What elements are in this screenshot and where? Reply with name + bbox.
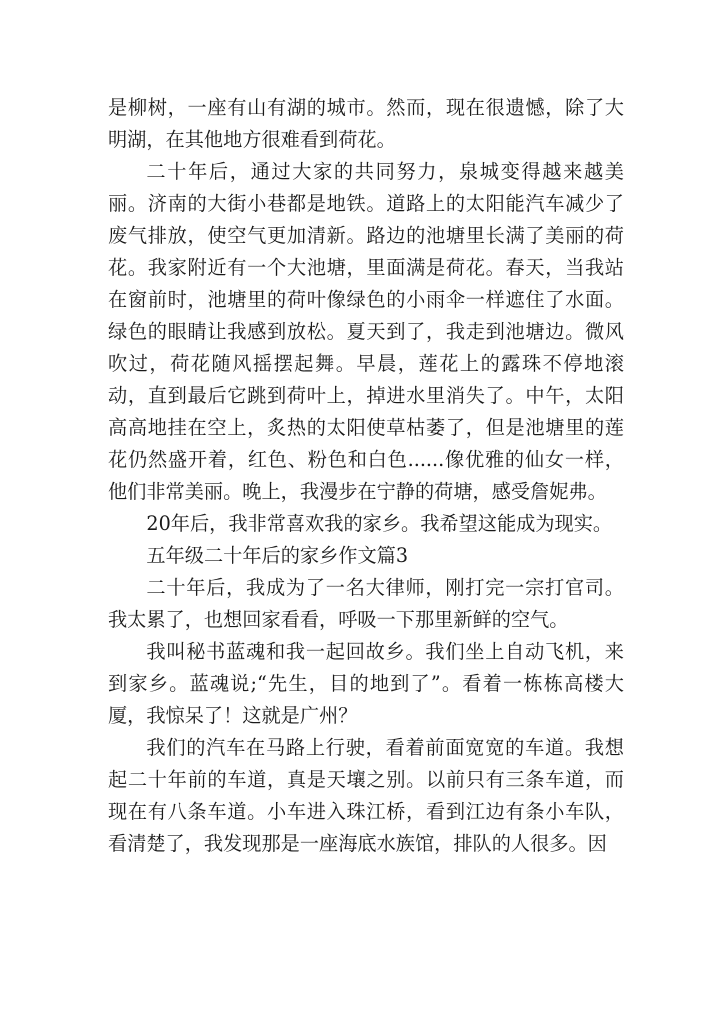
paragraph-3: 20年后，我非常喜欢我的家乡。我希望这能成为现实。 [146, 512, 613, 535]
document-page [108, 92, 624, 860]
paragraph-6: 我们的汽车在马路上行驶，看着前面宽宽的车道。我想起二十年前的车道，真是天壤之别。以前只有三条车道，而现在有八条车道。小车进入珠江桥，看到江边有条小车队，看清楚了，我发现那是一座海底水族馆，排队的人很多。因 [108, 736, 624, 855]
paragraph-4: 二十年后，我成为了一名大律师，刚打完一宗打官司。我太累了，也想回家看看，呼吸一下那里新鲜的空气。 [108, 576, 624, 631]
section-heading: 五年级二十年后的家乡作文篇3 [146, 544, 409, 567]
paragraph-1: 是柳树，一座有山有湖的城市。然而，现在很遗憾，除了大明湖，在其他地方很难看到荷花。 [108, 96, 624, 151]
paragraph-2: 二十年后，通过大家的共同努力，泉城变得越来越美丽。济南的大街小巷都是地铁。道路上的太阳能汽车减少了废气排放，使空气更加清新。路边的池塘里长满了美丽的荷花。我家附近有一个大池塘，里面满是荷花。春天，当我站在窗前时，池塘里的荷叶像绿色的小雨伞一样遮住了水面。绿色的眼睛让我感到放松。夏天到了，我走到池塘边。微风吹过，荷花随风摇摆起舞。早晨，莲花上的露珠不停地滚动，直到最后它跳到荷叶上，掉进水里消失了。中午，太阳高高地挂在空上，炙热的太阳使草枯萎了，但是池塘里的莲花仍然盛开着，红色、粉色和白色......像优雅的仙女一样，他们非常美丽。晚上，我漫步在宁静的荷塘，感受詹妮弗。 [108, 160, 624, 503]
paragraph-5: 我叫秘书蓝魂和我一起回故乡。我们坐上自动飞机，来到家乡。蓝魂说;“先生，目的地到了”。看着一栋栋高楼大厦，我惊呆了！这就是广州？ [108, 640, 624, 727]
